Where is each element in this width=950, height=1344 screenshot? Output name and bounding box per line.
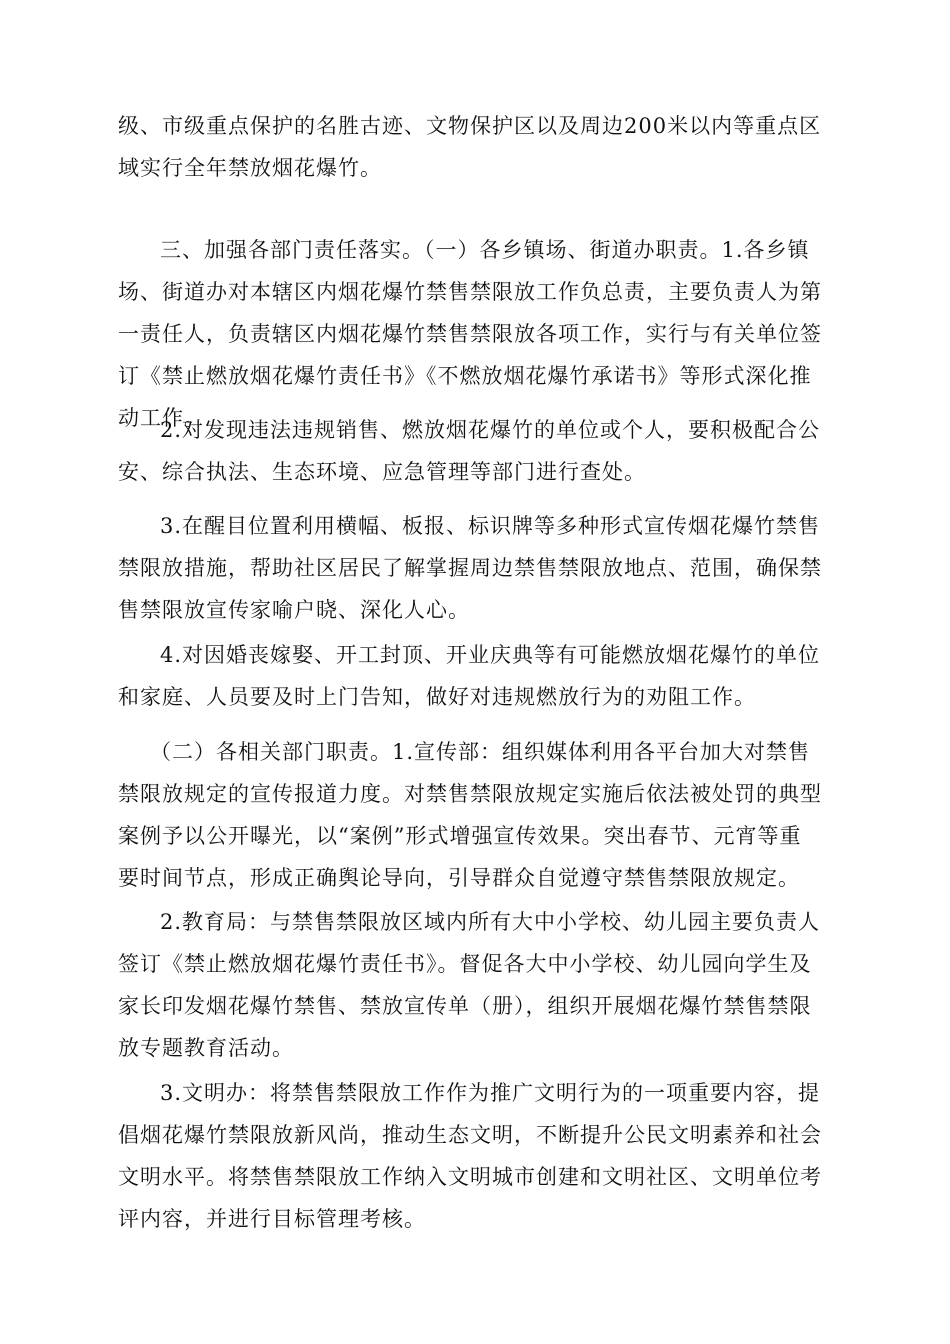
line: 3.在醒目位置利用横幅、板报、标识牌等多种形式宣传烟花爆竹禁售 <box>160 514 821 538</box>
line: 三、加强各部门责任落实。（一）各乡镇场、街道办职责。1.各乡镇 <box>160 238 810 262</box>
line: 放专题教育活动。 <box>118 1036 294 1060</box>
line: 4.对因婚丧嫁娶、开工封顶、开业庆典等有可能燃放烟花爆竹的单位 <box>160 643 821 667</box>
line: 场、街道办对本辖区内烟花爆竹禁售禁限放工作负总责，主要负责人为第 <box>118 280 822 304</box>
line: 域实行全年禁放烟花爆竹。 <box>118 156 382 180</box>
line: 安、综合执法、生态环境、应急管理等部门进行查处。 <box>118 460 646 484</box>
line: 一责任人，负责辖区内烟花爆竹禁售禁限放各项工作，实行与有关单位签 <box>118 322 822 346</box>
line: 和家庭、人员要及时上门告知，做好对违规燃放行为的劝阻工作。 <box>118 685 756 709</box>
line: 倡烟花爆竹禁限放新风尚，推动生态文明，不断提升公民文明素养和社会 <box>118 1123 822 1147</box>
line: （二）各相关部门职责。1.宣传部：组织媒体利用各平台加大对禁售 <box>150 740 811 764</box>
line: 级、市级重点保护的名胜古迹、文物保护区以及周边200米以内等重点区 <box>118 114 822 138</box>
line: 2.教育局：与禁售禁限放区域内所有大中小学校、幼儿园主要负责人 <box>160 910 821 934</box>
line: 签订《禁止燃放烟花爆竹责任书》。督促各大中小学校、幼儿园向学生及 <box>118 952 812 976</box>
line: 动工作。 <box>118 406 206 430</box>
line: 2.对发现违法违规销售、燃放烟花爆竹的单位或个人，要积极配合公 <box>160 418 821 442</box>
line: 家长印发烟花爆竹禁售、禁放宣传单（册），组织开展烟花爆竹禁售禁限 <box>118 994 812 1018</box>
line: 文明水平。将禁售禁限放工作纳入文明城市创建和文明社区、文明单位考 <box>118 1165 822 1189</box>
line: 评内容，并进行目标管理考核。 <box>118 1207 426 1231</box>
line: 要时间节点，形成正确舆论导向，引导群众自觉遵守禁售禁限放规定。 <box>118 866 800 890</box>
line: 案例予以公开曝光，以“案例”形式增强宣传效果。突出春节、元宵等重 <box>118 824 802 848</box>
line: 禁限放规定的宣传报道力度。对禁售禁限放规定实施后依法被处罚的典型 <box>118 782 822 806</box>
line: 售禁限放宣传家喻户晓、深化人心。 <box>118 598 470 622</box>
line: 3.文明办：将禁售禁限放工作作为推广文明行为的一项重要内容，提 <box>160 1081 821 1105</box>
line: 禁限放措施，帮助社区居民了解掌握周边禁售禁限放地点、范围，确保禁 <box>118 556 822 580</box>
line: 订《禁止燃放烟花爆竹责任书》《不燃放烟花爆竹承诺书》等形式深化推 <box>118 364 812 388</box>
